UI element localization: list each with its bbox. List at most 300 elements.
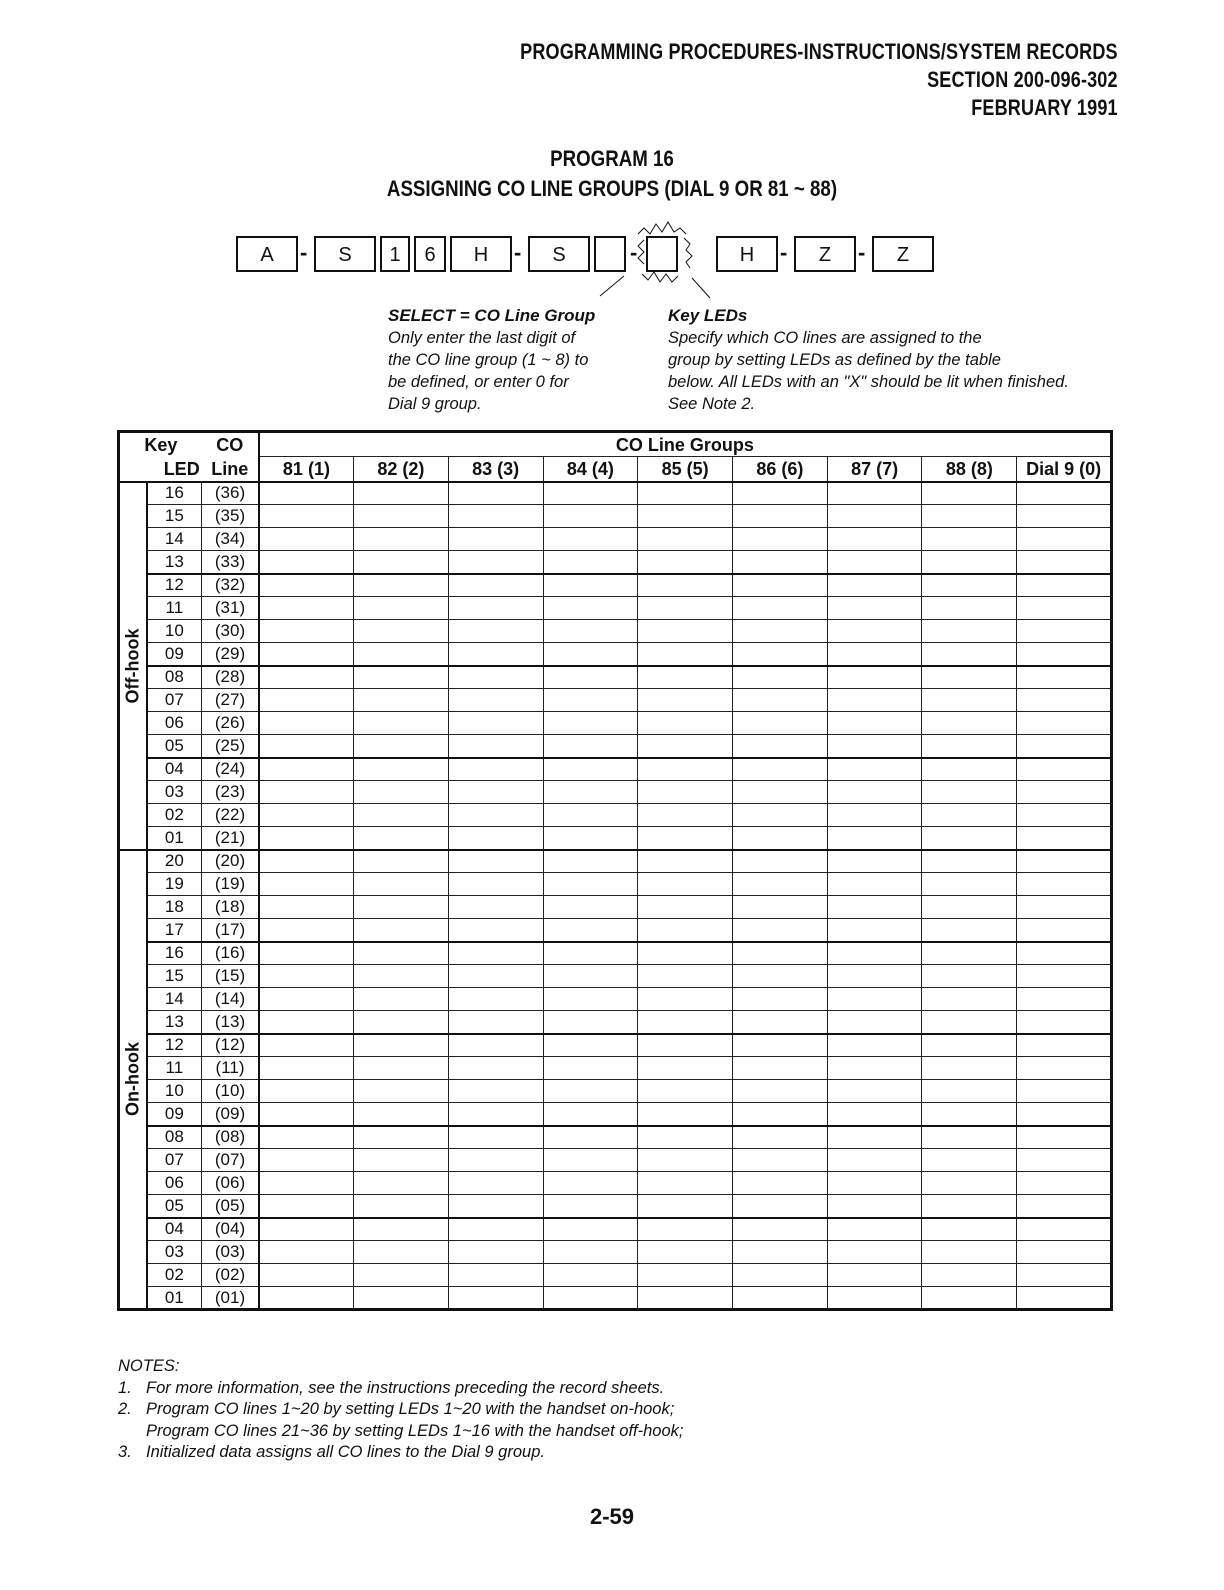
group-entry-cell[interactable] — [827, 804, 922, 827]
group-entry-cell[interactable] — [543, 965, 638, 988]
group-entry-cell[interactable] — [1017, 1172, 1112, 1195]
group-entry-cell[interactable] — [259, 1172, 354, 1195]
group-entry-cell[interactable] — [259, 574, 354, 597]
group-entry-cell[interactable] — [733, 896, 828, 919]
group-entry-cell[interactable] — [733, 781, 828, 804]
group-entry-cell[interactable] — [448, 666, 543, 689]
group-entry-cell[interactable] — [354, 1126, 449, 1149]
group-entry-cell[interactable] — [543, 1126, 638, 1149]
group-entry-cell[interactable] — [448, 919, 543, 942]
group-entry-cell[interactable] — [827, 965, 922, 988]
group-entry-cell[interactable] — [448, 804, 543, 827]
group-entry-cell[interactable] — [827, 1034, 922, 1057]
group-entry-cell[interactable] — [922, 1034, 1017, 1057]
group-entry-cell[interactable] — [827, 1011, 922, 1034]
group-entry-cell[interactable] — [259, 758, 354, 781]
group-entry-cell[interactable] — [543, 620, 638, 643]
group-entry-cell[interactable] — [354, 643, 449, 666]
group-entry-cell[interactable] — [1017, 827, 1112, 850]
group-entry-cell[interactable] — [543, 850, 638, 873]
group-entry-cell[interactable] — [733, 758, 828, 781]
group-entry-cell[interactable] — [922, 827, 1017, 850]
group-entry-cell[interactable] — [543, 597, 638, 620]
group-entry-cell[interactable] — [827, 1149, 922, 1172]
group-entry-cell[interactable] — [827, 1126, 922, 1149]
group-entry-cell[interactable] — [733, 643, 828, 666]
group-entry-cell[interactable] — [543, 482, 638, 505]
group-entry-cell[interactable] — [354, 1195, 449, 1218]
group-entry-cell[interactable] — [638, 1241, 733, 1264]
group-entry-cell[interactable] — [922, 919, 1017, 942]
group-entry-cell[interactable] — [922, 1126, 1017, 1149]
group-entry-cell[interactable] — [448, 712, 543, 735]
group-entry-cell[interactable] — [922, 1080, 1017, 1103]
group-entry-cell[interactable] — [733, 1034, 828, 1057]
group-entry-cell[interactable] — [1017, 643, 1112, 666]
group-entry-cell[interactable] — [827, 1080, 922, 1103]
group-entry-cell[interactable] — [922, 528, 1017, 551]
group-entry-cell[interactable] — [448, 965, 543, 988]
group-entry-cell[interactable] — [259, 1241, 354, 1264]
group-entry-cell[interactable] — [922, 804, 1017, 827]
group-entry-cell[interactable] — [1017, 482, 1112, 505]
group-entry-cell[interactable] — [259, 1126, 354, 1149]
group-entry-cell[interactable] — [638, 781, 733, 804]
group-entry-cell[interactable] — [354, 1057, 449, 1080]
group-entry-cell[interactable] — [1017, 1011, 1112, 1034]
group-entry-cell[interactable] — [259, 482, 354, 505]
group-entry-cell[interactable] — [638, 643, 733, 666]
group-entry-cell[interactable] — [733, 735, 828, 758]
group-entry-cell[interactable] — [922, 1172, 1017, 1195]
group-entry-cell[interactable] — [827, 551, 922, 574]
group-entry-cell[interactable] — [448, 827, 543, 850]
group-entry-cell[interactable] — [448, 1057, 543, 1080]
group-entry-cell[interactable] — [1017, 1057, 1112, 1080]
group-entry-cell[interactable] — [543, 689, 638, 712]
group-entry-cell[interactable] — [1017, 758, 1112, 781]
group-entry-cell[interactable] — [827, 1287, 922, 1310]
group-entry-cell[interactable] — [354, 482, 449, 505]
group-entry-cell[interactable] — [543, 666, 638, 689]
group-entry-cell[interactable] — [733, 1080, 828, 1103]
group-entry-cell[interactable] — [638, 620, 733, 643]
group-entry-cell[interactable] — [638, 597, 733, 620]
group-entry-cell[interactable] — [733, 1241, 828, 1264]
group-entry-cell[interactable] — [354, 1011, 449, 1034]
group-entry-cell[interactable] — [638, 988, 733, 1011]
group-entry-cell[interactable] — [733, 1126, 828, 1149]
group-entry-cell[interactable] — [827, 919, 922, 942]
group-entry-cell[interactable] — [448, 1241, 543, 1264]
group-entry-cell[interactable] — [922, 574, 1017, 597]
group-entry-cell[interactable] — [733, 1195, 828, 1218]
group-entry-cell[interactable] — [354, 1149, 449, 1172]
group-entry-cell[interactable] — [1017, 896, 1112, 919]
group-entry-cell[interactable] — [354, 1034, 449, 1057]
group-entry-cell[interactable] — [1017, 528, 1112, 551]
group-entry-cell[interactable] — [638, 528, 733, 551]
group-entry-cell[interactable] — [259, 735, 354, 758]
group-entry-cell[interactable] — [354, 1287, 449, 1310]
group-entry-cell[interactable] — [638, 551, 733, 574]
group-entry-cell[interactable] — [638, 712, 733, 735]
group-entry-cell[interactable] — [259, 804, 354, 827]
group-entry-cell[interactable] — [1017, 1149, 1112, 1172]
group-entry-cell[interactable] — [543, 758, 638, 781]
group-entry-cell[interactable] — [543, 919, 638, 942]
group-entry-cell[interactable] — [448, 942, 543, 965]
group-entry-cell[interactable] — [1017, 965, 1112, 988]
group-entry-cell[interactable] — [448, 1011, 543, 1034]
group-entry-cell[interactable] — [922, 850, 1017, 873]
group-entry-cell[interactable] — [259, 689, 354, 712]
group-entry-cell[interactable] — [259, 919, 354, 942]
group-entry-cell[interactable] — [922, 873, 1017, 896]
group-entry-cell[interactable] — [1017, 1218, 1112, 1241]
group-entry-cell[interactable] — [1017, 873, 1112, 896]
group-entry-cell[interactable] — [638, 804, 733, 827]
group-entry-cell[interactable] — [922, 1264, 1017, 1287]
group-entry-cell[interactable] — [259, 942, 354, 965]
group-entry-cell[interactable] — [733, 1264, 828, 1287]
group-entry-cell[interactable] — [354, 620, 449, 643]
group-entry-cell[interactable] — [922, 1287, 1017, 1310]
group-entry-cell[interactable] — [922, 505, 1017, 528]
group-entry-cell[interactable] — [922, 620, 1017, 643]
group-entry-cell[interactable] — [448, 735, 543, 758]
group-entry-cell[interactable] — [638, 1218, 733, 1241]
group-entry-cell[interactable] — [259, 643, 354, 666]
group-entry-cell[interactable] — [354, 666, 449, 689]
group-entry-cell[interactable] — [638, 735, 733, 758]
group-entry-cell[interactable] — [733, 689, 828, 712]
group-entry-cell[interactable] — [922, 1057, 1017, 1080]
group-entry-cell[interactable] — [922, 1195, 1017, 1218]
group-entry-cell[interactable] — [259, 827, 354, 850]
group-entry-cell[interactable] — [733, 988, 828, 1011]
group-entry-cell[interactable] — [827, 781, 922, 804]
group-entry-cell[interactable] — [448, 551, 543, 574]
group-entry-cell[interactable] — [448, 1195, 543, 1218]
group-entry-cell[interactable] — [638, 1011, 733, 1034]
group-entry-cell[interactable] — [922, 551, 1017, 574]
group-entry-cell[interactable] — [827, 1218, 922, 1241]
group-entry-cell[interactable] — [354, 758, 449, 781]
group-entry-cell[interactable] — [638, 758, 733, 781]
group-entry-cell[interactable] — [448, 873, 543, 896]
group-entry-cell[interactable] — [1017, 689, 1112, 712]
group-entry-cell[interactable] — [733, 551, 828, 574]
group-entry-cell[interactable] — [259, 988, 354, 1011]
group-entry-cell[interactable] — [354, 965, 449, 988]
group-entry-cell[interactable] — [1017, 1195, 1112, 1218]
group-entry-cell[interactable] — [1017, 620, 1112, 643]
group-entry-cell[interactable] — [543, 1241, 638, 1264]
group-entry-cell[interactable] — [1017, 850, 1112, 873]
group-entry-cell[interactable] — [259, 1264, 354, 1287]
group-entry-cell[interactable] — [259, 850, 354, 873]
group-entry-cell[interactable] — [922, 988, 1017, 1011]
group-entry-cell[interactable] — [259, 505, 354, 528]
group-entry-cell[interactable] — [638, 1195, 733, 1218]
group-entry-cell[interactable] — [543, 1011, 638, 1034]
group-entry-cell[interactable] — [827, 505, 922, 528]
group-entry-cell[interactable] — [733, 1172, 828, 1195]
group-entry-cell[interactable] — [1017, 1034, 1112, 1057]
group-entry-cell[interactable] — [1017, 781, 1112, 804]
group-entry-cell[interactable] — [543, 827, 638, 850]
group-entry-cell[interactable] — [448, 988, 543, 1011]
group-entry-cell[interactable] — [259, 896, 354, 919]
group-entry-cell[interactable] — [543, 804, 638, 827]
group-entry-cell[interactable] — [543, 1080, 638, 1103]
group-entry-cell[interactable] — [543, 505, 638, 528]
group-entry-cell[interactable] — [827, 850, 922, 873]
group-entry-cell[interactable] — [638, 1034, 733, 1057]
group-entry-cell[interactable] — [733, 850, 828, 873]
group-entry-cell[interactable] — [922, 482, 1017, 505]
group-entry-cell[interactable] — [1017, 551, 1112, 574]
group-entry-cell[interactable] — [448, 482, 543, 505]
group-entry-cell[interactable] — [827, 1172, 922, 1195]
group-entry-cell[interactable] — [259, 965, 354, 988]
group-entry-cell[interactable] — [733, 1149, 828, 1172]
group-entry-cell[interactable] — [354, 735, 449, 758]
group-entry-cell[interactable] — [448, 1218, 543, 1241]
group-entry-cell[interactable] — [922, 1103, 1017, 1126]
group-entry-cell[interactable] — [448, 597, 543, 620]
group-entry-cell[interactable] — [733, 1057, 828, 1080]
group-entry-cell[interactable] — [448, 1287, 543, 1310]
group-entry-cell[interactable] — [827, 1264, 922, 1287]
group-entry-cell[interactable] — [448, 505, 543, 528]
group-entry-cell[interactable] — [448, 1034, 543, 1057]
group-entry-cell[interactable] — [543, 988, 638, 1011]
group-entry-cell[interactable] — [827, 1241, 922, 1264]
group-entry-cell[interactable] — [448, 1172, 543, 1195]
group-entry-cell[interactable] — [827, 1057, 922, 1080]
group-entry-cell[interactable] — [354, 1080, 449, 1103]
group-entry-cell[interactable] — [922, 965, 1017, 988]
group-entry-cell[interactable] — [259, 873, 354, 896]
group-entry-cell[interactable] — [1017, 1080, 1112, 1103]
group-entry-cell[interactable] — [448, 574, 543, 597]
group-entry-cell[interactable] — [259, 528, 354, 551]
group-entry-cell[interactable] — [543, 1103, 638, 1126]
group-entry-cell[interactable] — [827, 827, 922, 850]
group-entry-cell[interactable] — [827, 620, 922, 643]
group-entry-cell[interactable] — [448, 528, 543, 551]
group-entry-cell[interactable] — [638, 1287, 733, 1310]
group-entry-cell[interactable] — [1017, 942, 1112, 965]
group-entry-cell[interactable] — [733, 965, 828, 988]
group-entry-cell[interactable] — [922, 1149, 1017, 1172]
group-entry-cell[interactable] — [827, 988, 922, 1011]
group-entry-cell[interactable] — [827, 597, 922, 620]
group-entry-cell[interactable] — [448, 896, 543, 919]
group-entry-cell[interactable] — [448, 758, 543, 781]
group-entry-cell[interactable] — [1017, 1264, 1112, 1287]
group-entry-cell[interactable] — [733, 827, 828, 850]
group-entry-cell[interactable] — [543, 1287, 638, 1310]
group-entry-cell[interactable] — [638, 666, 733, 689]
group-entry-cell[interactable] — [354, 528, 449, 551]
group-entry-cell[interactable] — [259, 551, 354, 574]
group-entry-cell[interactable] — [259, 666, 354, 689]
group-entry-cell[interactable] — [448, 1126, 543, 1149]
group-entry-cell[interactable] — [543, 528, 638, 551]
group-entry-cell[interactable] — [733, 528, 828, 551]
group-entry-cell[interactable] — [827, 666, 922, 689]
group-entry-cell[interactable] — [733, 666, 828, 689]
group-entry-cell[interactable] — [638, 1172, 733, 1195]
group-entry-cell[interactable] — [638, 574, 733, 597]
group-entry-cell[interactable] — [543, 942, 638, 965]
group-entry-cell[interactable] — [259, 1011, 354, 1034]
group-entry-cell[interactable] — [1017, 666, 1112, 689]
group-entry-cell[interactable] — [638, 1057, 733, 1080]
group-entry-cell[interactable] — [543, 1195, 638, 1218]
group-entry-cell[interactable] — [259, 1218, 354, 1241]
group-entry-cell[interactable] — [448, 1103, 543, 1126]
group-entry-cell[interactable] — [922, 712, 1017, 735]
group-entry-cell[interactable] — [543, 1218, 638, 1241]
group-entry-cell[interactable] — [1017, 1126, 1112, 1149]
group-entry-cell[interactable] — [922, 758, 1017, 781]
group-entry-cell[interactable] — [354, 1103, 449, 1126]
group-entry-cell[interactable] — [259, 712, 354, 735]
group-entry-cell[interactable] — [448, 1080, 543, 1103]
group-entry-cell[interactable] — [922, 1218, 1017, 1241]
group-entry-cell[interactable] — [733, 597, 828, 620]
group-entry-cell[interactable] — [638, 1080, 733, 1103]
group-entry-cell[interactable] — [259, 620, 354, 643]
group-entry-cell[interactable] — [733, 712, 828, 735]
group-entry-cell[interactable] — [733, 620, 828, 643]
group-entry-cell[interactable] — [922, 689, 1017, 712]
group-entry-cell[interactable] — [259, 597, 354, 620]
group-entry-cell[interactable] — [733, 1218, 828, 1241]
group-entry-cell[interactable] — [448, 1149, 543, 1172]
group-entry-cell[interactable] — [543, 1264, 638, 1287]
group-entry-cell[interactable] — [733, 505, 828, 528]
group-entry-cell[interactable] — [638, 1264, 733, 1287]
group-entry-cell[interactable] — [543, 712, 638, 735]
group-entry-cell[interactable] — [354, 597, 449, 620]
group-entry-cell[interactable] — [1017, 1287, 1112, 1310]
group-entry-cell[interactable] — [543, 1149, 638, 1172]
group-entry-cell[interactable] — [827, 896, 922, 919]
group-entry-cell[interactable] — [638, 873, 733, 896]
group-entry-cell[interactable] — [259, 1103, 354, 1126]
group-entry-cell[interactable] — [259, 781, 354, 804]
group-entry-cell[interactable] — [827, 643, 922, 666]
group-entry-cell[interactable] — [827, 758, 922, 781]
group-entry-cell[interactable] — [733, 482, 828, 505]
group-entry-cell[interactable] — [922, 896, 1017, 919]
group-entry-cell[interactable] — [354, 942, 449, 965]
group-entry-cell[interactable] — [448, 781, 543, 804]
group-entry-cell[interactable] — [354, 873, 449, 896]
group-entry-cell[interactable] — [354, 505, 449, 528]
group-entry-cell[interactable] — [638, 827, 733, 850]
group-entry-cell[interactable] — [354, 896, 449, 919]
group-entry-cell[interactable] — [638, 1126, 733, 1149]
group-entry-cell[interactable] — [354, 1264, 449, 1287]
group-entry-cell[interactable] — [1017, 988, 1112, 1011]
group-entry-cell[interactable] — [259, 1149, 354, 1172]
group-entry-cell[interactable] — [354, 689, 449, 712]
group-entry-cell[interactable] — [448, 643, 543, 666]
group-entry-cell[interactable] — [1017, 1241, 1112, 1264]
group-entry-cell[interactable] — [354, 574, 449, 597]
group-entry-cell[interactable] — [543, 551, 638, 574]
group-entry-cell[interactable] — [733, 1011, 828, 1034]
group-entry-cell[interactable] — [354, 781, 449, 804]
group-entry-cell[interactable] — [543, 735, 638, 758]
group-entry-cell[interactable] — [543, 643, 638, 666]
group-entry-cell[interactable] — [638, 896, 733, 919]
group-entry-cell[interactable] — [354, 1172, 449, 1195]
group-entry-cell[interactable] — [922, 666, 1017, 689]
group-entry-cell[interactable] — [733, 574, 828, 597]
group-entry-cell[interactable] — [259, 1080, 354, 1103]
group-entry-cell[interactable] — [1017, 804, 1112, 827]
group-entry-cell[interactable] — [543, 1034, 638, 1057]
group-entry-cell[interactable] — [448, 1264, 543, 1287]
group-entry-cell[interactable] — [448, 620, 543, 643]
group-entry-cell[interactable] — [638, 942, 733, 965]
group-entry-cell[interactable] — [638, 1103, 733, 1126]
group-entry-cell[interactable] — [827, 1103, 922, 1126]
group-entry-cell[interactable] — [827, 712, 922, 735]
group-entry-cell[interactable] — [922, 735, 1017, 758]
group-entry-cell[interactable] — [1017, 505, 1112, 528]
group-entry-cell[interactable] — [543, 896, 638, 919]
group-entry-cell[interactable] — [543, 574, 638, 597]
group-entry-cell[interactable] — [543, 1172, 638, 1195]
group-entry-cell[interactable] — [922, 781, 1017, 804]
group-entry-cell[interactable] — [733, 873, 828, 896]
group-entry-cell[interactable] — [827, 735, 922, 758]
group-entry-cell[interactable] — [922, 942, 1017, 965]
group-entry-cell[interactable] — [733, 804, 828, 827]
group-entry-cell[interactable] — [354, 551, 449, 574]
group-entry-cell[interactable] — [1017, 597, 1112, 620]
group-entry-cell[interactable] — [733, 942, 828, 965]
group-entry-cell[interactable] — [922, 597, 1017, 620]
group-entry-cell[interactable] — [259, 1057, 354, 1080]
group-entry-cell[interactable] — [354, 919, 449, 942]
group-entry-cell[interactable] — [259, 1034, 354, 1057]
group-entry-cell[interactable] — [733, 919, 828, 942]
group-entry-cell[interactable] — [733, 1103, 828, 1126]
group-entry-cell[interactable] — [922, 1011, 1017, 1034]
group-entry-cell[interactable] — [354, 827, 449, 850]
group-entry-cell[interactable] — [827, 528, 922, 551]
group-entry-cell[interactable] — [1017, 712, 1112, 735]
group-entry-cell[interactable] — [354, 804, 449, 827]
group-entry-cell[interactable] — [827, 1195, 922, 1218]
group-entry-cell[interactable] — [827, 942, 922, 965]
group-entry-cell[interactable] — [354, 1241, 449, 1264]
group-entry-cell[interactable] — [638, 919, 733, 942]
group-entry-cell[interactable] — [354, 850, 449, 873]
group-entry-cell[interactable] — [922, 643, 1017, 666]
group-entry-cell[interactable] — [638, 689, 733, 712]
group-entry-cell[interactable] — [827, 574, 922, 597]
